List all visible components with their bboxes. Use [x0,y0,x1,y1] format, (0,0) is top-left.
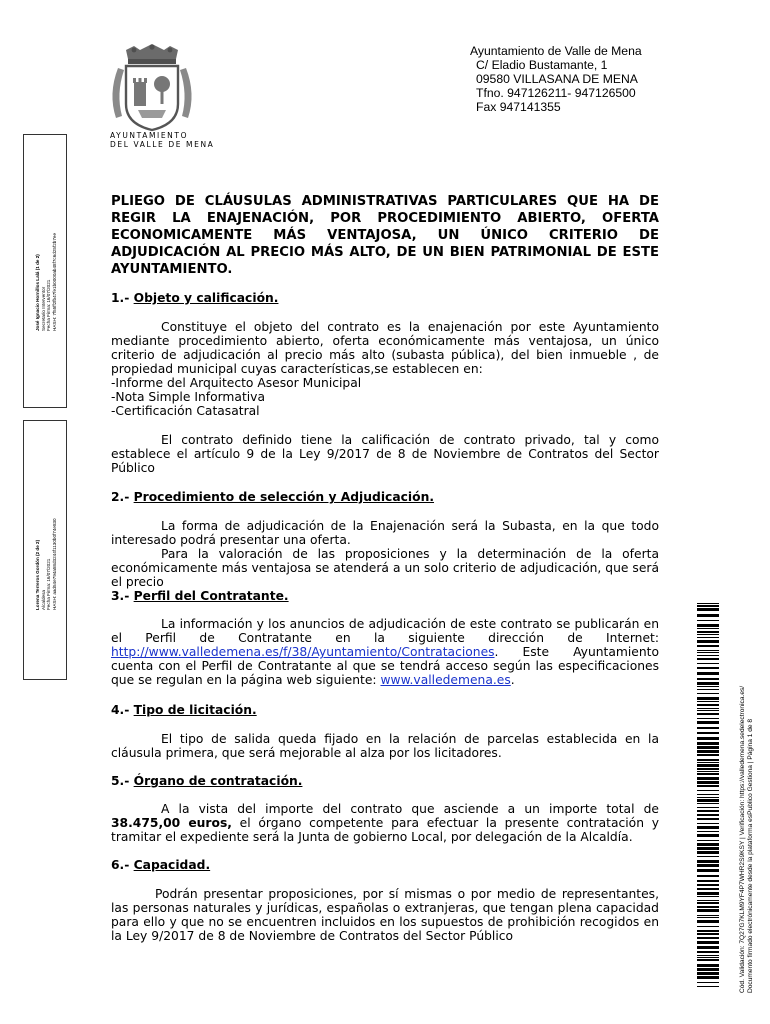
address-line: Tfno. 947126211- 947126500 [476,86,636,100]
logo-wordmark-line1: AYUNTAMIENTO [110,131,189,140]
section-title: Procedimiento de selección y Adjudicación. [133,490,435,504]
validation-barcode [697,603,719,987]
section-1-body [111,320,659,418]
section-number: 5.- [111,774,134,788]
section-title: Capacidad. [133,858,211,872]
paragraph: La forma de adjudicación de la Enajenación será la Subasta, en la que todo interesado podrá presentar una oferta. [111,519,659,547]
signature-stamp-2 [23,420,67,680]
logo-wordmark [110,131,214,149]
signer-name: José Ignacio Hornillos Lalá (1 de 2) [35,254,40,331]
paragraph [111,802,659,844]
address-line: C/ Eladio Bustamante, 1 [476,58,608,72]
paragraph: El tipo de salida queda fijado en la relación de parcelas establecida en la cláusula primera, que será mejorable al alza por los licitadores. [111,732,659,760]
section-1-body-2 [111,433,659,475]
section-heading-5 [111,774,302,789]
section-number: 4.- [111,703,134,717]
paragraph-text: . Este Ayuntamiento cuenta con el Perfil de Contratante al que se tendrá acceso según las especificaciones que se regulan en la página web siguiente: [111,645,659,687]
section-title: Órgano de contratación. [133,774,303,788]
address-block [470,44,642,114]
signature-text-1 [35,233,57,331]
signer-name: Lorena Terreros Gordón (2 de 2) [35,539,40,610]
verification-platform-line: Documento firmado electrónicamente desde la plataforma esPublico Gestiona | Página 1 de 8 [747,718,754,993]
signature-hash: HASH: 7f55ff2fb47fe1b0000ab48f7c6d25f2b7ee [51,233,57,331]
list-item: -Nota Simple Informativa [111,390,265,404]
logo-wordmark-line2: DEL VALLE DE MENA [110,140,215,149]
section-4-body [111,732,659,760]
section-6-body [111,887,659,943]
address-line: Fax 947141355 [476,100,561,114]
section-2-body [111,519,659,589]
paragraph: Constituye el objeto del contrato es la enajenación por este Ayuntamiento mediante procedimiento abierto, oferta económicamente más ventajosa, un único criterio de adjudicación al precio más alto (subasta pública), del bien inmueble , de propiedad municipal cuyas características,se establecen en: [111,320,659,376]
paragraph: Podrán presentar proposiciones, por sí mismas o por medio de representantes, las personas naturales y jurídicas, españolas o extranjeras, que tengan plena capacidad para ello y que no se encuentren incluidos en los supuestos de prohibición recogidos en la Ley 9/2017 de 8 de Noviembre de Contratos del Sector Público [111,887,659,943]
list-item: -Informe del Arquitecto Asesor Municipal [111,376,362,390]
section-heading-4 [111,703,257,718]
signature-stamp-1 [23,134,67,408]
section-title: Perfil del Contratante. [133,589,289,603]
paragraph-text: el órgano competente para efectuar la presente contratación y tramitar el expediente será la Junta de gobierno Local, por delegación de la Alcaldía. [111,816,660,844]
signature-hash: HASH: aad54e794a58d3244f1130b0f74e830 [51,518,57,610]
section-heading-2 [111,490,434,505]
section-number: 3.- [111,589,134,603]
address-line: 09580 VILLASANA DE MENA [476,72,638,86]
address-line: Ayuntamiento de Valle de Mena [470,44,642,58]
section-title: Objeto y calificación. [133,291,279,305]
paragraph-text: . [510,673,515,687]
section-3-body [111,617,659,687]
paragraph [111,617,659,687]
section-number: 6.- [111,858,134,872]
paragraph: El contrato definido tiene la calificación de contrato privado, tal y como establece el artículo 9 de la Ley 9/2017 de 8 de Noviembre de Contratos del Sector Público [111,433,659,475]
section-title: Tipo de licitación. [133,703,257,717]
signer-role: Alcaldesa [40,590,46,610]
section-number: 1.- [111,291,134,305]
section-heading-3 [111,589,289,604]
document-title: PLIEGO DE CLÁUSULAS ADMINISTRATIVAS PARTICULARES QUE HA DE REGIR LA ENAJENACIÓN, POR PROCEDIMIENTO ABIERTO, OFERTA ECONOMICAMENTE MÁS VENTAJOSA, UN ÚNICO CRITERIO DE ADJUDICACIÓN AL PRECIO MÁS ALTO, DE UN BIEN PATRIMONIAL DE ESTE AYUNTAMIENTO. [111,194,659,277]
paragraph-text: A la vista del importe del contrato que asciende a un importe total de [161,802,659,816]
contratante-profile-link[interactable]: http://www.valledemena.es/f/38/Ayuntamiento/Contrataciones [111,645,495,659]
signature-date: Fecha Firma: 16/07/2021 [46,279,52,331]
section-5-body [111,802,659,844]
list-item: -Certificación Catasatral [111,404,260,418]
verification-code-line: Cód. Validación: 7Q27G7KLM9YF4P7WHR2S9KSY | Verificación: https://valledemena.sedelectronica.es/ [739,685,746,993]
section-heading-6 [111,858,210,873]
verification-text [739,686,755,993]
contract-amount: 38.475,00 euros, [111,816,232,830]
signer-role: Secretario Interventor [40,286,46,331]
section-number: 2.- [111,490,134,504]
section-heading-1 [111,291,278,306]
paragraph-text: La información y los anuncios de adjudicación de este contrato se publicarán en el Perfil de Contratante en la siguiente dirección de Internet: [111,617,659,645]
signature-date: Fecha Firma: 16/07/2021 [46,558,52,610]
website-link[interactable]: www.valledemena.es [380,673,511,687]
signature-text-2 [35,518,57,610]
paragraph: Para la valoración de las proposiciones y la determinación de la oferta económicamente más ventajosa se atenderá a un solo criterio de adjudicación, que será el precio [111,547,659,589]
